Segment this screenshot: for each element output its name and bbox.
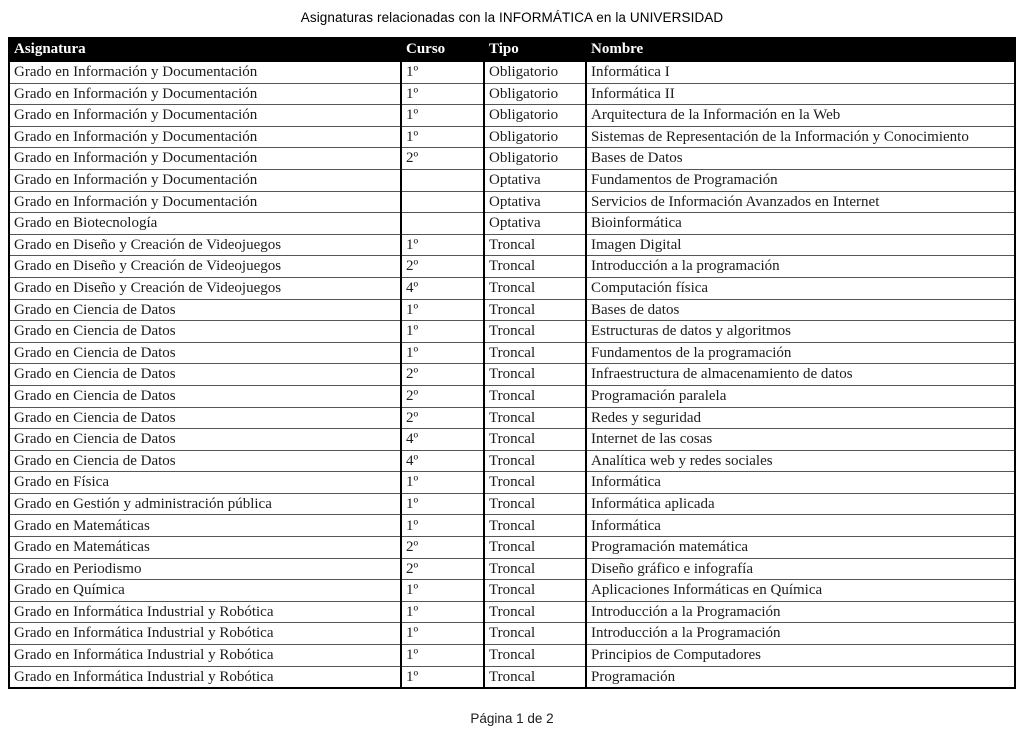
cell-curso: 4º bbox=[401, 277, 484, 299]
cell-tipo: Obligatorio bbox=[484, 61, 586, 83]
subjects-table bbox=[8, 37, 1016, 689]
table-row bbox=[9, 61, 1015, 83]
cell-asignatura: Grado en Información y Documentación bbox=[9, 105, 401, 127]
cell-asignatura: Grado en Informática Industrial y Robótica bbox=[9, 623, 401, 645]
cell-nombre: Informática aplicada bbox=[586, 493, 1015, 515]
table-row bbox=[9, 342, 1015, 364]
cell-nombre: Infraestructura de almacenamiento de datos bbox=[586, 364, 1015, 386]
table-row bbox=[9, 105, 1015, 127]
table-row bbox=[9, 558, 1015, 580]
table-body bbox=[9, 61, 1015, 688]
cell-curso: 1º bbox=[401, 623, 484, 645]
cell-nombre: Fundamentos de Programación bbox=[586, 169, 1015, 191]
cell-asignatura: Grado en Ciencia de Datos bbox=[9, 407, 401, 429]
cell-curso: 1º bbox=[401, 493, 484, 515]
table-row bbox=[9, 580, 1015, 602]
table-row bbox=[9, 407, 1015, 429]
cell-asignatura: Grado en Diseño y Creación de Videojuegos bbox=[9, 234, 401, 256]
cell-asignatura: Grado en Ciencia de Datos bbox=[9, 321, 401, 343]
cell-curso: 1º bbox=[401, 321, 484, 343]
cell-asignatura: Grado en Informática Industrial y Robótica bbox=[9, 666, 401, 688]
cell-tipo: Troncal bbox=[484, 666, 586, 688]
column-header-nombre: Nombre bbox=[586, 38, 1015, 61]
table-row bbox=[9, 256, 1015, 278]
cell-nombre: Programación paralela bbox=[586, 385, 1015, 407]
cell-curso: 1º bbox=[401, 601, 484, 623]
cell-tipo: Troncal bbox=[484, 256, 586, 278]
cell-nombre: Bioinformática bbox=[586, 213, 1015, 235]
cell-curso: 1º bbox=[401, 105, 484, 127]
cell-curso bbox=[401, 213, 484, 235]
cell-tipo: Troncal bbox=[484, 493, 586, 515]
cell-tipo: Optativa bbox=[484, 213, 586, 235]
cell-curso: 2º bbox=[401, 558, 484, 580]
cell-curso bbox=[401, 169, 484, 191]
column-header-curso: Curso bbox=[401, 38, 484, 61]
cell-asignatura: Grado en Gestión y administración pública bbox=[9, 493, 401, 515]
table-row bbox=[9, 126, 1015, 148]
cell-asignatura: Grado en Información y Documentación bbox=[9, 191, 401, 213]
cell-nombre: Fundamentos de la programación bbox=[586, 342, 1015, 364]
cell-nombre: Informática bbox=[586, 515, 1015, 537]
cell-curso: 2º bbox=[401, 256, 484, 278]
table-row bbox=[9, 169, 1015, 191]
cell-tipo: Obligatorio bbox=[484, 126, 586, 148]
cell-tipo: Troncal bbox=[484, 580, 586, 602]
cell-asignatura: Grado en Información y Documentación bbox=[9, 83, 401, 105]
cell-nombre: Informática I bbox=[586, 61, 1015, 83]
cell-asignatura: Grado en Física bbox=[9, 472, 401, 494]
cell-nombre: Servicios de Información Avanzados en Internet bbox=[586, 191, 1015, 213]
cell-nombre: Internet de las cosas bbox=[586, 429, 1015, 451]
cell-tipo: Troncal bbox=[484, 429, 586, 451]
page-title: Asignaturas relacionadas con la INFORMÁTICA en la UNIVERSIDAD bbox=[300, 10, 724, 25]
cell-curso: 1º bbox=[401, 61, 484, 83]
cell-asignatura: Grado en Informática Industrial y Robótica bbox=[9, 645, 401, 667]
cell-nombre: Principios de Computadores bbox=[586, 645, 1015, 667]
cell-asignatura: Grado en Periodismo bbox=[9, 558, 401, 580]
cell-curso: 1º bbox=[401, 645, 484, 667]
cell-nombre: Informática bbox=[586, 472, 1015, 494]
column-header-tipo: Tipo bbox=[484, 38, 586, 61]
cell-asignatura: Grado en Química bbox=[9, 580, 401, 602]
table-row bbox=[9, 321, 1015, 343]
cell-asignatura: Grado en Ciencia de Datos bbox=[9, 450, 401, 472]
table-row bbox=[9, 83, 1015, 105]
table-row bbox=[9, 666, 1015, 688]
cell-asignatura: Grado en Información y Documentación bbox=[9, 61, 401, 83]
cell-nombre: Introducción a la Programación bbox=[586, 601, 1015, 623]
cell-nombre: Estructuras de datos y algoritmos bbox=[586, 321, 1015, 343]
cell-tipo: Troncal bbox=[484, 623, 586, 645]
cell-curso: 2º bbox=[401, 385, 484, 407]
cell-tipo: Troncal bbox=[484, 450, 586, 472]
cell-nombre: Introducción a la Programación bbox=[586, 623, 1015, 645]
cell-nombre: Informática II bbox=[586, 83, 1015, 105]
cell-tipo: Troncal bbox=[484, 321, 586, 343]
cell-curso: 1º bbox=[401, 580, 484, 602]
cell-nombre: Programación bbox=[586, 666, 1015, 688]
cell-asignatura: Grado en Ciencia de Datos bbox=[9, 342, 401, 364]
cell-nombre: Redes y seguridad bbox=[586, 407, 1015, 429]
cell-tipo: Troncal bbox=[484, 645, 586, 667]
cell-tipo: Troncal bbox=[484, 558, 586, 580]
table-header-row bbox=[9, 38, 1015, 61]
table-row bbox=[9, 385, 1015, 407]
cell-asignatura: Grado en Información y Documentación bbox=[9, 126, 401, 148]
cell-nombre: Arquitectura de la Información en la Web bbox=[586, 105, 1015, 127]
cell-nombre: Imagen Digital bbox=[586, 234, 1015, 256]
cell-curso: 2º bbox=[401, 537, 484, 559]
table-row bbox=[9, 277, 1015, 299]
cell-tipo: Troncal bbox=[484, 407, 586, 429]
cell-tipo: Troncal bbox=[484, 385, 586, 407]
table-row bbox=[9, 537, 1015, 559]
cell-asignatura: Grado en Información y Documentación bbox=[9, 148, 401, 170]
cell-asignatura: Grado en Ciencia de Datos bbox=[9, 429, 401, 451]
table-row bbox=[9, 601, 1015, 623]
cell-asignatura: Grado en Información y Documentación bbox=[9, 169, 401, 191]
table-row bbox=[9, 450, 1015, 472]
cell-curso: 1º bbox=[401, 472, 484, 494]
cell-tipo: Troncal bbox=[484, 537, 586, 559]
cell-curso: 1º bbox=[401, 666, 484, 688]
table-row bbox=[9, 364, 1015, 386]
table-row bbox=[9, 429, 1015, 451]
cell-tipo: Troncal bbox=[484, 601, 586, 623]
cell-curso: 4º bbox=[401, 429, 484, 451]
cell-curso: 2º bbox=[401, 148, 484, 170]
cell-tipo: Troncal bbox=[484, 364, 586, 386]
cell-curso: 1º bbox=[401, 126, 484, 148]
cell-nombre: Bases de datos bbox=[586, 299, 1015, 321]
cell-asignatura: Grado en Matemáticas bbox=[9, 515, 401, 537]
cell-nombre: Introducción a la programación bbox=[586, 256, 1015, 278]
cell-curso: 2º bbox=[401, 364, 484, 386]
cell-curso: 1º bbox=[401, 515, 484, 537]
cell-curso: 1º bbox=[401, 342, 484, 364]
cell-tipo: Troncal bbox=[484, 472, 586, 494]
cell-nombre: Diseño gráfico e infografía bbox=[586, 558, 1015, 580]
cell-nombre: Computación física bbox=[586, 277, 1015, 299]
cell-asignatura: Grado en Matemáticas bbox=[9, 537, 401, 559]
table-row bbox=[9, 213, 1015, 235]
table-row bbox=[9, 472, 1015, 494]
cell-asignatura: Grado en Ciencia de Datos bbox=[9, 299, 401, 321]
cell-asignatura: Grado en Diseño y Creación de Videojuegos bbox=[9, 277, 401, 299]
table-row bbox=[9, 191, 1015, 213]
cell-tipo: Troncal bbox=[484, 515, 586, 537]
cell-nombre: Bases de Datos bbox=[586, 148, 1015, 170]
cell-curso: 2º bbox=[401, 407, 484, 429]
cell-tipo: Obligatorio bbox=[484, 148, 586, 170]
cell-tipo: Optativa bbox=[484, 191, 586, 213]
table-row bbox=[9, 645, 1015, 667]
column-header-asignatura: Asignatura bbox=[9, 38, 401, 61]
cell-nombre: Sistemas de Representación de la Información y Conocimiento bbox=[586, 126, 1015, 148]
cell-tipo: Obligatorio bbox=[484, 83, 586, 105]
cell-curso: 1º bbox=[401, 299, 484, 321]
cell-curso: 1º bbox=[401, 83, 484, 105]
table-row bbox=[9, 148, 1015, 170]
cell-tipo: Troncal bbox=[484, 299, 586, 321]
cell-curso: 1º bbox=[401, 234, 484, 256]
cell-curso bbox=[401, 191, 484, 213]
cell-asignatura: Grado en Biotecnología bbox=[9, 213, 401, 235]
cell-tipo: Troncal bbox=[484, 234, 586, 256]
table-row bbox=[9, 515, 1015, 537]
cell-tipo: Troncal bbox=[484, 342, 586, 364]
table-row bbox=[9, 299, 1015, 321]
cell-nombre: Programación matemática bbox=[586, 537, 1015, 559]
cell-curso: 4º bbox=[401, 450, 484, 472]
page-number: Página 1 de 2 bbox=[470, 711, 554, 727]
table-row bbox=[9, 234, 1015, 256]
cell-nombre: Aplicaciones Informáticas en Química bbox=[586, 580, 1015, 602]
cell-tipo: Troncal bbox=[484, 277, 586, 299]
table-row bbox=[9, 623, 1015, 645]
cell-tipo: Obligatorio bbox=[484, 105, 586, 127]
cell-nombre: Analítica web y redes sociales bbox=[586, 450, 1015, 472]
table-row bbox=[9, 493, 1015, 515]
cell-asignatura: Grado en Diseño y Creación de Videojuegos bbox=[9, 256, 401, 278]
cell-asignatura: Grado en Ciencia de Datos bbox=[9, 364, 401, 386]
cell-asignatura: Grado en Ciencia de Datos bbox=[9, 385, 401, 407]
cell-tipo: Optativa bbox=[484, 169, 586, 191]
cell-asignatura: Grado en Informática Industrial y Robótica bbox=[9, 601, 401, 623]
